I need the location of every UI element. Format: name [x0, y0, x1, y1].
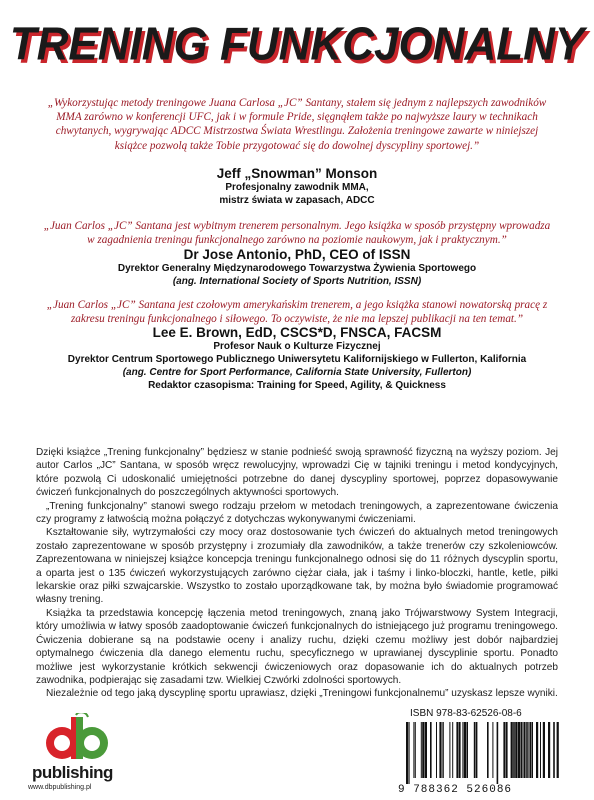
endorsement-author-2: Dr Jose Antonio, PhD, CEO of ISSN — [183, 247, 411, 262]
endorsement-desc-3-line-1: Profesor Nauk o Kulturze Fizycznej — [213, 341, 381, 352]
endorsement-author-3: Lee E. Brown, EdD, CSCS*D, FNSCA, FACSM — [152, 325, 442, 340]
description-paragraph: Książka ta przedstawia koncepcję łączenia metod treningowych, znaną jako Trójwarstwowy System Integracji, który umożliwia w łatwy sposób zaadoptowanie ćwiczeń funkcjonalnych do istniejącego już programu treningowego. Ćwiczenia dobierane są na podstawie oceny i analizy ruchu, dzięki czemu możliwy jest dobór najbardziej optymalnego ćwiczenia dla danego elementu ruchu, specyficznego w uprawianej dyscyplinie sportu. Ponadto możliwe jest wykorzystanie krótkich sekwencji ćwiczeniowych oraz dopasowanie ich do aktualnych potrzeb zawodnika, podpierając się zasadami tzw. Wielkiej Czwórki zdolności sportowych. — [36, 607, 558, 686]
barcode-digits: 9 788362 526086 — [398, 784, 513, 796]
endorsement-desc-3-line-4: Redaktor czasopisma: Training for Speed, Agility, & Quickness — [148, 380, 446, 391]
publisher-wordmark: publishing — [32, 763, 113, 782]
endorsement-desc-1-line-1: Profesjonalny zawodnik MMA, — [225, 182, 369, 193]
isbn-label: ISBN 978-83-62526-08-6 — [410, 708, 522, 719]
description-paragraph: „Trening funkcjonalny” stanowi swego rodzaju przełom w metodach treningowych, a zaprezentowane ćwiczenia czy programy z łatwością można połączyć z dotychczas wykonywanymi ćwiczeniami. — [36, 500, 558, 526]
book-description — [36, 446, 558, 701]
endorsement-author-1: Jeff „Snowman” Monson — [216, 166, 378, 181]
publisher-url: www.dbpublishing.pl — [28, 784, 92, 791]
endorsement-quote-1: „Wykorzystując metody treningowe Juana Carlosa „JC” Santany, stałem się jednym z najlepszych zawodników MMA zarówno w konferencji UFC, jak i w formule Pride, sięgnąłem także po najwyższe laury w technikach chwytanych, wygrywając ADCC Mistrzostwa Świata Wrestlingu. Założenia treningowe zawarte w niniejszej książce pozwolą także Tobie przygotować się do dowolnej dyscypliny sportowej.” — [47, 97, 547, 152]
description-paragraph: Niezależnie od tego jaką dyscyplinę sportu uprawiasz, dzięki „Treningowi funkcjonalnemu” uzyskasz lepsze wyniki. — [46, 688, 558, 700]
endorsement-desc-3-line-2: Dyrektor Centrum Sportowego Publicznego Uniwersytetu Kalifornijskiego w Fullerton, Kalifornia — [67, 354, 527, 365]
isbn-barcode — [402, 722, 562, 784]
description-paragraph: Dzięki książce „Trening funkcjonalny” będziesz w stanie podnieść swoją sprawność fizyczną na wyższy poziom. Jej autor Carlos „JC” Santana, w sposób wręcz rewolucyjny, wprowadzi Cię w tajniki treningu i metod kondycyjnych, które pozwolą Ci udoskonalić umiejętności potrzebne do danej dyscypliny sportowej, poprzez dopasowywanie ćwiczeń funkcjonalnych do poszczególnych aktywności sportowych. — [36, 447, 558, 499]
endorsement-desc-2-line-2: (ang. International Society of Sports Nutrition, ISSN) — [172, 276, 422, 287]
description-paragraph: Kształtowanie siły, wytrzymałości czy mocy oraz dostosowanie tych ćwiczeń do aktualnych metod treningowych zostało zaprezentowane w sposób przystępny i zrozumiały dla zawodników, a także trenerów czy szkoleniowców. Zaprezentowana w niniejszej książce koncepcja treningu funkcjonalnego odnosi się do 11 różnych dyscyplin sportu, a oparta jest o 135 ćwiczeń wykorzystujących zarówno ciężar ciała, jak i taśmy i linko-bloczki, hantle, ketle, piłki lekarskie oraz piłki szwajcarskie. Wszystko to zostało uporządkowane tak, by można było świadomie programować własny trening. — [36, 527, 558, 606]
endorsement-desc-3-line-3: (ang. Centre for Sport Performance, California State University, Fullerton) — [122, 367, 472, 378]
book-title: TRENING FUNKCJONALNY — [9, 18, 585, 71]
endorsement-desc-1-line-2: mistrz świata w zapasach, ADCC — [219, 195, 375, 206]
endorsement-quote-3: „Juan Carlos „JC” Santana jest czołowym amerykańskim trenerem, a jego książka stanowi nowatorską pracę z zakresu treningu funkcjonalnego i siłowego. To oczywiste, że nie ma lepszej publikacji na ten temat.” — [46, 299, 548, 326]
endorsement-quote-2: „Juan Carlos „JC” Santana jest wybitnym trenerem personalnym. Jego książka w sposób przystępny wprowadza w zagadnienia treningu funkcjonalnego zarówno na poziomie naukowym, jak i praktycznym.” — [43, 220, 551, 247]
endorsement-desc-2-line-1: Dyrektor Generalny Międzynarodowego Towarzystwa Żywienia Sportowego — [117, 263, 477, 274]
